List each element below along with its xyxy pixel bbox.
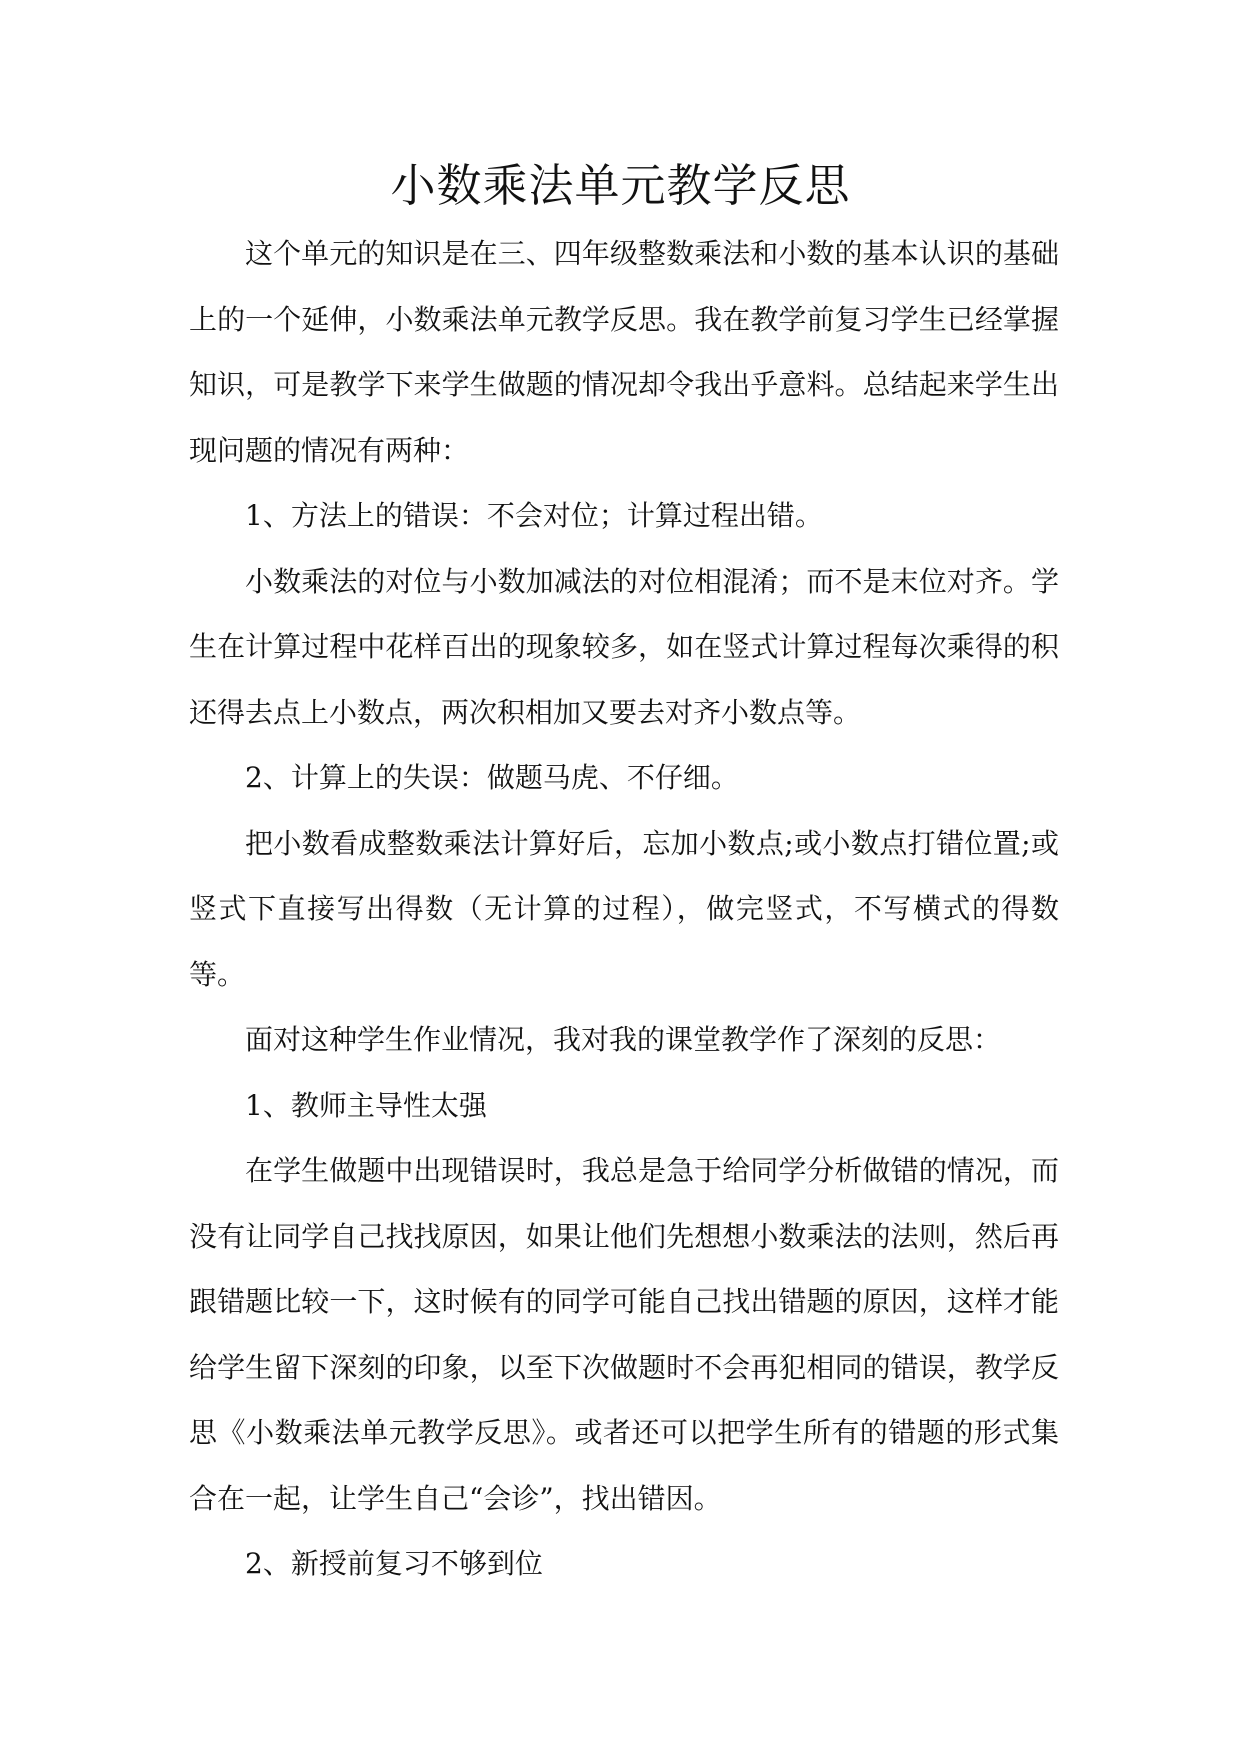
paragraph-reflection-point-2: 2、新授前复习不够到位	[245, 1547, 543, 1580]
paragraph-calculation-error-detail: 把小数看成整数乘法计算好后，忘加小数点;或小数点打错位置;或竖式下直接写出得数（无计算的过程），做完竖式，不写横式的得数等。	[189, 826, 1059, 991]
paragraph-calculation-error-heading: 2、计算上的失误：做题马虎、不仔细。	[245, 761, 739, 794]
document-title: 小数乘法单元教学反思	[390, 159, 851, 212]
paragraph-intro: 这个单元的知识是在三、四年级整数乘法和小数的基本认识的基础上的一个延伸，小数乘法单元教学反思。我在教学前复习学生已经掌握知识，可是教学下来学生做题的情况却令我出乎意料。总结起来学生出现问题的情况有两种：	[189, 237, 1059, 467]
paragraph-method-error-heading: 1、方法上的错误：不会对位；计算过程出错。	[245, 499, 823, 532]
paragraph-method-error-detail: 小数乘法的对位与小数加减法的对位相混淆；而不是末位对齐。学生在计算过程中花样百出的现象较多，如在竖式计算过程每次乘得的积还得去点上小数点，两次积相加又要去对齐小数点等。	[189, 564, 1059, 729]
document-body	[189, 221, 1059, 1597]
paragraph-reflection-intro: 面对这种学生作业情况，我对我的课堂教学作了深刻的反思：	[245, 1023, 1002, 1056]
paragraph-reflection-point-1-detail: 在学生做题中出现错误时，我总是急于给同学分析做错的情况，而没有让同学自己找找原因，如果让他们先想想小数乘法的法则，然后再跟错题比较一下，这时候有的同学可能自己找出错题的原因，这样才能给学生留下深刻的印象，以至下次做题时不会再犯相同的错误，教学反思《小数乘法单元教学反思》。或者还可以把学生所有的错题的形式集合在一起，让学生自己“会诊”，找出错因。	[189, 1154, 1059, 1515]
paragraph-reflection-point-1: 1、教师主导性太强	[245, 1088, 487, 1122]
